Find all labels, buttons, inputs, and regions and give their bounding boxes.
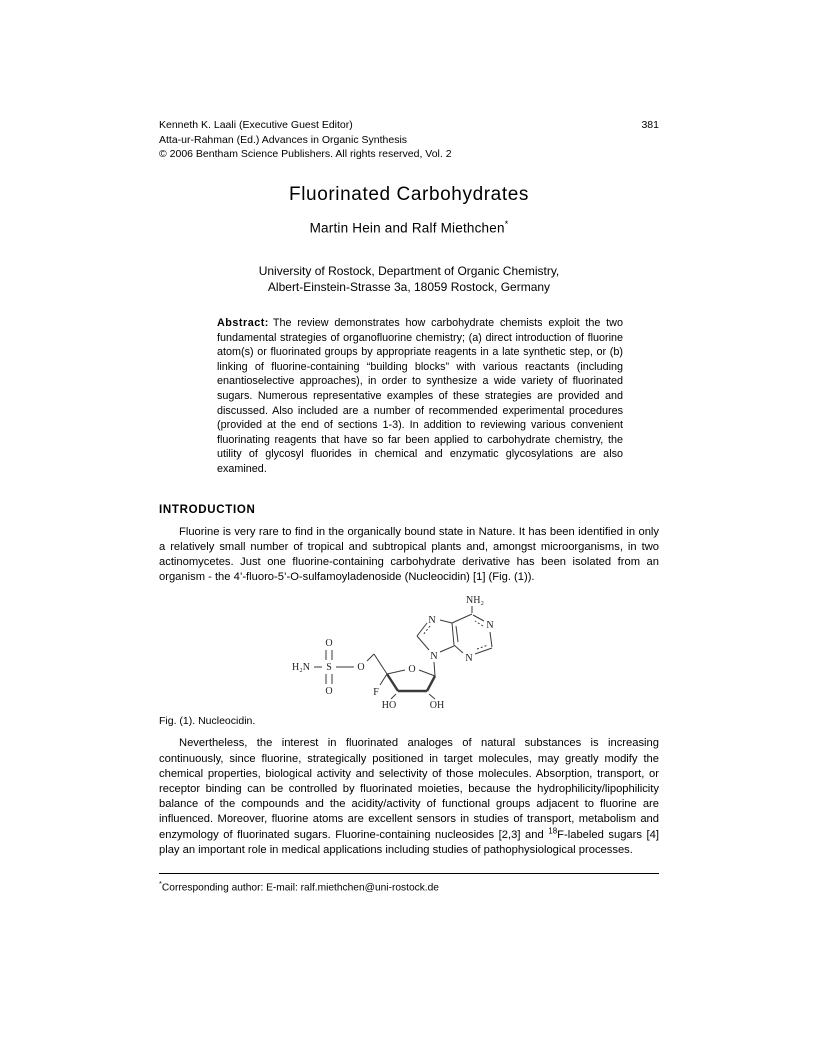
atom-label-h2n-icon: H₂N	[292, 662, 310, 674]
header-series-line: Atta-ur-Rahman (Ed.) Advances in Organic Synthesis	[159, 133, 408, 146]
section-heading-introduction: INTRODUCTION	[159, 503, 256, 516]
figure-caption: Fig. (1). Nucleocidin.	[159, 715, 256, 728]
paragraph-2-text-a: Nevertheless, the interest in fluorinated analoges of natural substances is increasing continuously, since fluorine, strategically positioned in target molecules, may greatly modify the chemical properties, biological activity and selectivity of those molecules. Absorption, transport, or receptor binding can be controlled by fluorinated moieties, because the hydrophilicity/lipophilicity balance of the compounds and the acidity/activity of functional groups adjacent to fluorine are influenced. Moreover, fluorine atoms are excellent sensors in studies of transport, metabolism and enzymology of fluorinated sugars. Fluorine-containing nucleosides [2,3] and	[159, 737, 659, 841]
atom-label-o-ester-icon: O	[357, 662, 365, 674]
abstract-text: The review demonstrates how carbohydrate chemists exploit the two fundamental strategies of organofluorine chemistry; (a) direct introduction of fluorine atom(s) or fluorinated groups by appropriate reagents in a late synthetic step, or (b) linking of fluorine-containing “building blocks” with various reactants (including enantioselective approaches), in order to synthesize a wide variety of fluorinated sugars. Numerous representative examples of these strategies are provided and discussed. Also included are a number of recommended experimental procedures (provided at the end of sections 1-3). In addition to reviewing various convenient fluorinating reagents that have so far been applied to carbohydrate chemistry, the utility of glycosyl fluorides in chemical and enzymatic glycosylations are also examined.	[217, 317, 623, 475]
page	[159, 118, 659, 893]
corresponding-author-footnote	[159, 873, 659, 893]
atom-label-ho-icon: HO	[381, 700, 397, 712]
figure-nucleocidin	[279, 592, 659, 714]
atom-label-nh2-icon: NH₂	[466, 595, 484, 607]
atom-label-f-icon: F	[373, 687, 379, 699]
introduction-paragraph-1: Fluorine is very rare to find in the organically bound state in Nature. It has been identified in only a relatively small number of tropical and subtropical plants and, amongst microorganisms, in two actinomycetes. Just one fluorine-containing carbohydrate derivative has been isolated from an organism - the 4’-fluoro-5’-O-sulfamoyladenoside (Nucleocidin) [1] (Fig. (1)).	[159, 525, 659, 584]
header-copyright-line: © 2006 Bentham Science Publishers. All rights reserved, Vol. 2	[159, 148, 452, 160]
footnote-text: Corresponding author: E-mail: ralf.miethchen@uni-rostock.de	[161, 882, 439, 894]
nucleocidin-structure-drawing	[279, 592, 559, 714]
header-credits	[159, 118, 452, 162]
atom-label-s-icon: S	[326, 662, 332, 674]
article-title: Fluorinated Carbohydrates	[289, 183, 529, 205]
affiliation-line-2: Albert-Einstein-Strasse 3a, 18059 Rostock, Germany	[267, 279, 551, 294]
footnote-marker: *	[159, 878, 162, 888]
atom-label-oh-icon: OH	[429, 700, 445, 712]
atom-label-n1-icon: N	[486, 620, 494, 632]
running-header	[159, 118, 659, 162]
affiliation	[159, 264, 659, 295]
introduction-paragraph-2	[159, 736, 659, 858]
author-names: Martin Hein and Ralf Miethchen	[309, 220, 505, 235]
atom-label-o-bottom-icon: O	[325, 686, 333, 698]
isotope-18-superscript: 18	[548, 825, 558, 835]
corresponding-author-marker: *	[504, 218, 509, 229]
atom-label-n3-icon: N	[465, 653, 473, 665]
atom-label-n7-icon: N	[428, 615, 436, 627]
atom-label-n9-icon: N	[430, 651, 438, 663]
abstract-block	[217, 316, 623, 477]
authors-line	[159, 219, 659, 236]
affiliation-line-1: University of Rostock, Department of Organic Chemistry,	[258, 264, 560, 278]
paragraph-2-text-b: F-labeled sugars [4] play an important role in medical applications including studies of pathophysiological processes.	[159, 828, 659, 856]
atom-label-o-ring-icon: O	[408, 664, 416, 676]
abstract-label: Abstract:	[217, 317, 269, 329]
header-editor-line: Kenneth K. Laali (Executive Guest Editor)	[159, 119, 353, 131]
atom-label-o-top-icon: O	[325, 638, 333, 650]
page-number: 381	[641, 119, 659, 131]
